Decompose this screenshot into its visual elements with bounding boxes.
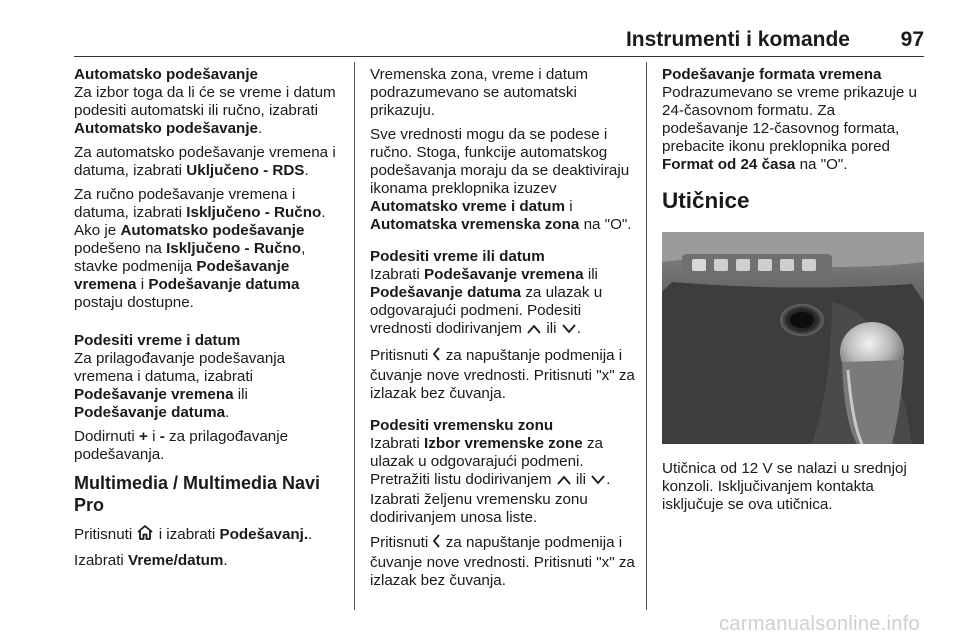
paragraph: Pritisnuti i izabrati Podešavanj.. [74,524,344,546]
paragraph: Izabrati Izbor vremenske zone za ulazak u odgovarajući podmeni. Pretražiti listu dodirivanjem ili . Izabrati željenu vremensku zonu dodirivanjem unosa liste. [370,435,611,526]
socket-photo [662,232,924,444]
paragraph: Pritisnuti za napuštanje podmenija i čuvanje nove vrednosti. Pritisnuti "x" za izlazak bez čuvanja. [370,347,635,402]
paragraph: Vremenska zona, vreme i datum podrazumevano se automatski prikazuju. [370,66,589,119]
page-header [74,26,924,57]
section-heading: Automatsko podešavanje [74,66,258,83]
paragraph: Pritisnuti za napuštanje podmenija i čuvanje nove vrednosti. Pritisnuti "x" za izlazak bez čuvanja. [370,534,635,589]
chevron-down-icon [561,322,577,340]
column-divider [354,62,355,610]
chevron-down-icon [590,473,606,491]
chevron-up-icon [526,322,542,340]
column-2 [370,66,636,596]
section-heading: Podesiti vreme i datum [74,332,241,349]
paragraph: Podrazumevano se vreme prikazuje u 24-časovnom formatu. Za podešavanje 12-časovnog formata, prebacite ikonu preklopnika pored Format od 24 časa na "O". [662,84,917,173]
header-title: Instrumenti i komande [625,28,850,51]
paragraph: Izabrati Vreme/datum. [74,552,228,569]
page-number: 97 [900,28,924,51]
paragraph: Sve vrednosti mogu da se podese i ručno. Stoga, funkcije automatskog podešavanja moraju da se deaktiviraju ikonama preklopnika izuzev Automatsko vreme i datum i Automatska vremenska zona na "O". [370,126,632,233]
paragraph: Za ručno podešavanje vremena i datuma, izabrati Isključeno - Ručno. Ako je Automatsko podešavanje podešeno na Isključeno - Ručno, stavke podmenija Podešavanje vremena i Podešavanje datuma postaju dostupne. [74,186,326,311]
column-1 [74,66,344,576]
chapter-heading: Utičnice [662,188,750,213]
section-heading: Podešavanje formata vremena [662,66,882,83]
paragraph: Za prilagođavanje podešavanja vremena i datuma, izabrati Podešavanje vremena ili Podešavanje datuma. [74,350,286,421]
chevron-up-icon [556,473,572,491]
section-heading: Podesiti vreme ili datum [370,248,545,265]
paragraph: Izabrati Podešavanje vremena ili Podešavanje datuma za ulazak u odgovarajući podmeni. Podesiti vrednosti dodirivanjem ili . [370,266,636,340]
column-3 [662,66,924,520]
subheading: Multimedia / Multimedia Navi Pro [74,473,321,515]
section-heading: Podesiti vremensku zonu [370,417,554,434]
paragraph: Dodirnuti + i - za prilagođavanje podešavanja. [74,428,289,463]
home-icon [136,524,154,546]
paragraph: Za izbor toga da li će se vreme i datum podesiti automatski ili ručno, izabrati Automatsko podešavanje. [74,84,336,137]
column-divider [646,62,647,610]
watermark: carmanualsonline.info [719,613,920,635]
paragraph: Utičnica od 12 V se nalazi u srednjoj konzoli. Isključivanjem kontakta isključuje se ova utičnica. [662,460,907,513]
paragraph: Za automatsko podešavanje vremena i datuma, izabrati Uključeno - RDS. [74,144,336,179]
